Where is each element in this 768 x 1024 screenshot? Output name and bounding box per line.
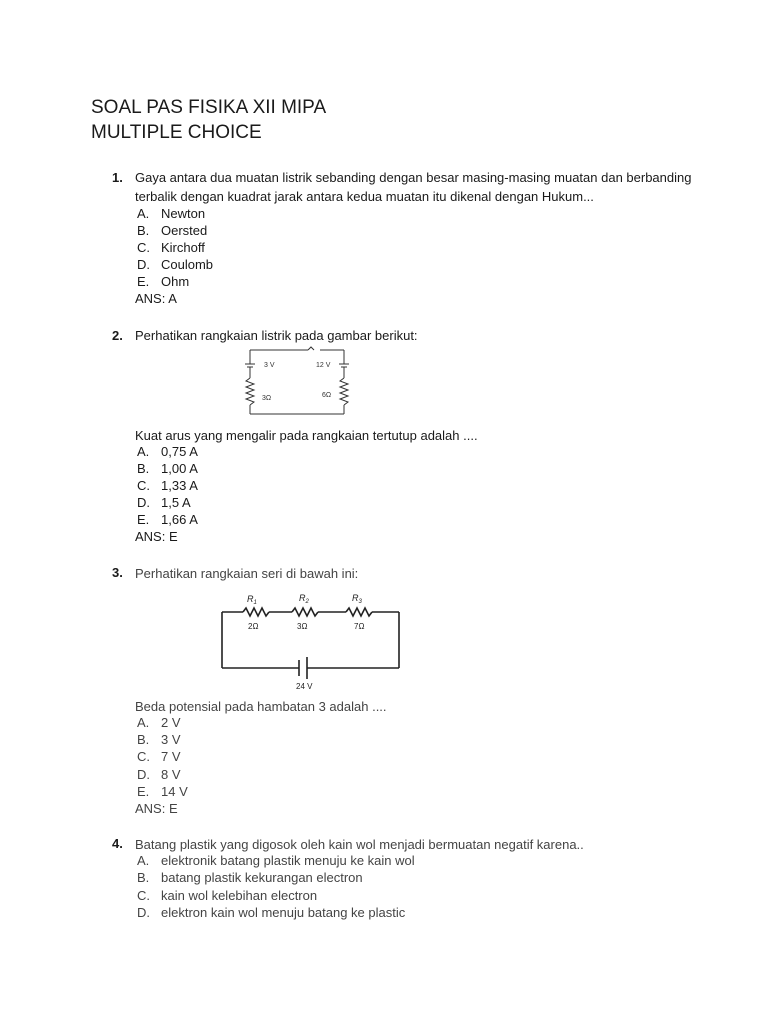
q2-resistor-1: 3Ω xyxy=(262,395,272,402)
option-text: Ohm xyxy=(161,274,190,289)
option-letter: E. xyxy=(137,512,150,527)
q2-option-d xyxy=(137,494,191,511)
option-letter: C. xyxy=(137,888,150,903)
option-text: Coulomb xyxy=(161,257,214,272)
option-text: batang plastik kekurangan electron xyxy=(161,870,363,885)
q2-answer: ANS: E xyxy=(135,529,178,544)
q3-number: 3. xyxy=(112,565,123,580)
q3-r2-label: $R_2$ xyxy=(299,593,309,605)
q4-option-b xyxy=(137,869,363,886)
option-letter: A. xyxy=(137,853,150,868)
q1-number: 1. xyxy=(112,170,123,185)
q3-question: Beda potensial pada hambatan 3 adalah .... xyxy=(135,699,387,714)
document-title: SOAL PAS FISIKA XII MIPA xyxy=(91,97,327,118)
q1-text-line2: terbalik dengan kuadrat jarak antara kedua muatan itu dikenal dengan Hukum... xyxy=(135,189,594,204)
option-text: elektron kain wol menuju batang ke plastic xyxy=(161,905,406,920)
option-text: 8 V xyxy=(161,767,181,782)
q2-option-b xyxy=(137,460,198,477)
q3-option-c xyxy=(137,748,181,765)
option-text: 1,00 A xyxy=(161,461,198,476)
q2-text: Perhatikan rangkaian listrik pada gambar berikut: xyxy=(135,328,418,343)
q4-text: Batang plastik yang digosok oleh kain wol menjadi bermuatan negatif karena.. xyxy=(135,837,584,852)
option-text: kain wol kelebihan electron xyxy=(161,888,318,903)
q4-option-d xyxy=(137,904,405,921)
q2-option-e xyxy=(137,511,198,528)
q3-r1-label: $R_1$ xyxy=(247,594,257,606)
q1-answer: ANS: A xyxy=(135,291,177,306)
q2-resistor-2: 6Ω xyxy=(322,392,332,399)
q1-option-d xyxy=(137,256,213,273)
option-text: Oersted xyxy=(161,223,208,238)
q3-option-e xyxy=(137,783,188,800)
q2-voltage-2: 12 V xyxy=(316,362,331,369)
option-letter: D. xyxy=(137,767,150,782)
option-text: Newton xyxy=(161,206,206,221)
option-letter: B. xyxy=(137,223,150,238)
option-letter: A. xyxy=(137,715,150,730)
q3-option-d xyxy=(137,766,181,783)
option-text: 3 V xyxy=(161,732,181,747)
option-text: 1,33 A xyxy=(161,478,198,493)
q3-circuit-diagram xyxy=(215,588,405,693)
option-letter: B. xyxy=(137,732,150,747)
option-letter: D. xyxy=(137,905,150,920)
option-text: 2 V xyxy=(161,715,181,730)
option-letter: D. xyxy=(137,495,150,510)
option-letter: B. xyxy=(137,870,150,885)
q1-text xyxy=(135,168,695,206)
document-subtitle: MULTIPLE CHOICE xyxy=(91,122,262,143)
option-text: 0,75 A xyxy=(161,444,198,459)
option-letter: D. xyxy=(137,257,150,272)
option-letter: A. xyxy=(137,444,150,459)
q2-option-c xyxy=(137,477,198,494)
option-text: 1,5 A xyxy=(161,495,191,510)
q3-answer: ANS: E xyxy=(135,801,178,816)
q3-r3-value: 7Ω xyxy=(354,622,365,631)
q2-voltage-1: 3 V xyxy=(264,362,275,369)
q2-circuit-diagram xyxy=(240,342,360,422)
q2-question: Kuat arus yang mengalir pada rangkaian tertutup adalah .... xyxy=(135,428,478,443)
q1-option-b xyxy=(137,222,207,239)
option-letter: A. xyxy=(137,206,150,221)
option-text: Kirchoff xyxy=(161,240,205,255)
q4-number: 4. xyxy=(112,836,123,851)
q3-r3-label: $R_3$ xyxy=(352,593,362,605)
option-letter: E. xyxy=(137,784,150,799)
q1-option-c xyxy=(137,239,205,256)
q3-source-value: 24 V xyxy=(296,682,313,691)
option-letter: E. xyxy=(137,274,150,289)
option-letter: C. xyxy=(137,478,150,493)
q4-option-c xyxy=(137,887,317,904)
option-text: 7 V xyxy=(161,749,181,764)
option-text: elektronik batang plastik menuju ke kain wol xyxy=(161,853,415,868)
q3-option-b xyxy=(137,731,181,748)
q1-option-e xyxy=(137,273,189,290)
option-text: 14 V xyxy=(161,784,188,799)
q2-option-a xyxy=(137,443,198,460)
option-letter: C. xyxy=(137,749,150,764)
q3-option-a xyxy=(137,714,181,731)
option-letter: B. xyxy=(137,461,150,476)
q3-r1-value: 2Ω xyxy=(248,622,259,631)
q3-r2-value: 3Ω xyxy=(297,622,308,631)
q2-number: 2. xyxy=(112,328,123,343)
q3-text: Perhatikan rangkaian seri di bawah ini: xyxy=(135,566,359,581)
q1-option-a xyxy=(137,205,205,222)
q4-option-a xyxy=(137,852,415,869)
q1-text-line1: Gaya antara dua muatan listrik sebanding dengan besar masing-masing muatan dan berbanding xyxy=(135,170,692,185)
option-text: 1,66 A xyxy=(161,512,198,527)
option-letter: C. xyxy=(137,240,150,255)
